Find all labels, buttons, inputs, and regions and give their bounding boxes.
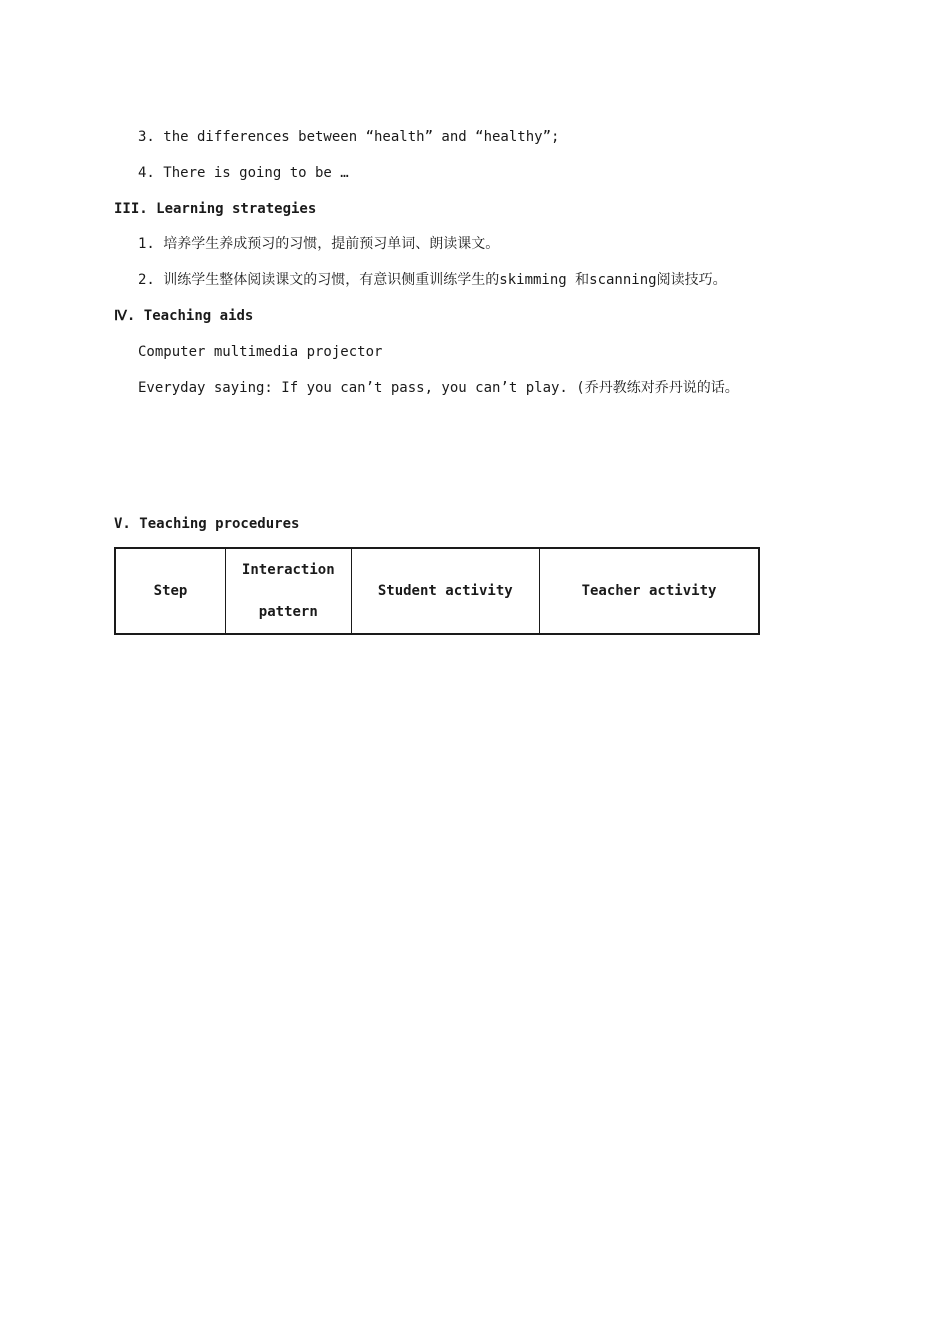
list-item-4: 4. There is going to be … xyxy=(138,165,349,181)
header-teacher-activity: Teacher activity xyxy=(539,548,759,634)
table-header-row xyxy=(115,548,759,634)
section-heading-teaching-aids: Ⅳ. Teaching aids xyxy=(114,308,254,324)
teaching-aid-1: Computer multimedia projector xyxy=(138,344,383,360)
section-heading-teaching-procedures: V. Teaching procedures xyxy=(114,516,300,532)
procedures-table xyxy=(114,547,760,635)
strategy-item-2: 2. 训练学生整体阅读课文的习惯，有意识侧重训练学生的skimming 和scanning阅读技巧。 xyxy=(138,272,727,288)
strategy-item-1: 1. 培养学生养成预习的习惯，提前预习单词、朗读课文。 xyxy=(138,236,500,252)
teaching-aid-2: Everyday saying: If you can’t pass, you can’t play. (乔丹教练对乔丹说的话。 xyxy=(138,380,739,396)
section-heading-learning-strategies: III. Learning strategies xyxy=(114,201,317,217)
header-student-activity: Student activity xyxy=(351,548,539,634)
list-item-3: 3. the differences between “health” and “healthy”; xyxy=(138,129,560,145)
header-interaction-line2: pattern xyxy=(258,604,318,620)
header-interaction-pattern xyxy=(226,548,352,634)
header-interaction-line1: Interaction xyxy=(241,562,335,578)
header-step: Step xyxy=(115,548,226,634)
